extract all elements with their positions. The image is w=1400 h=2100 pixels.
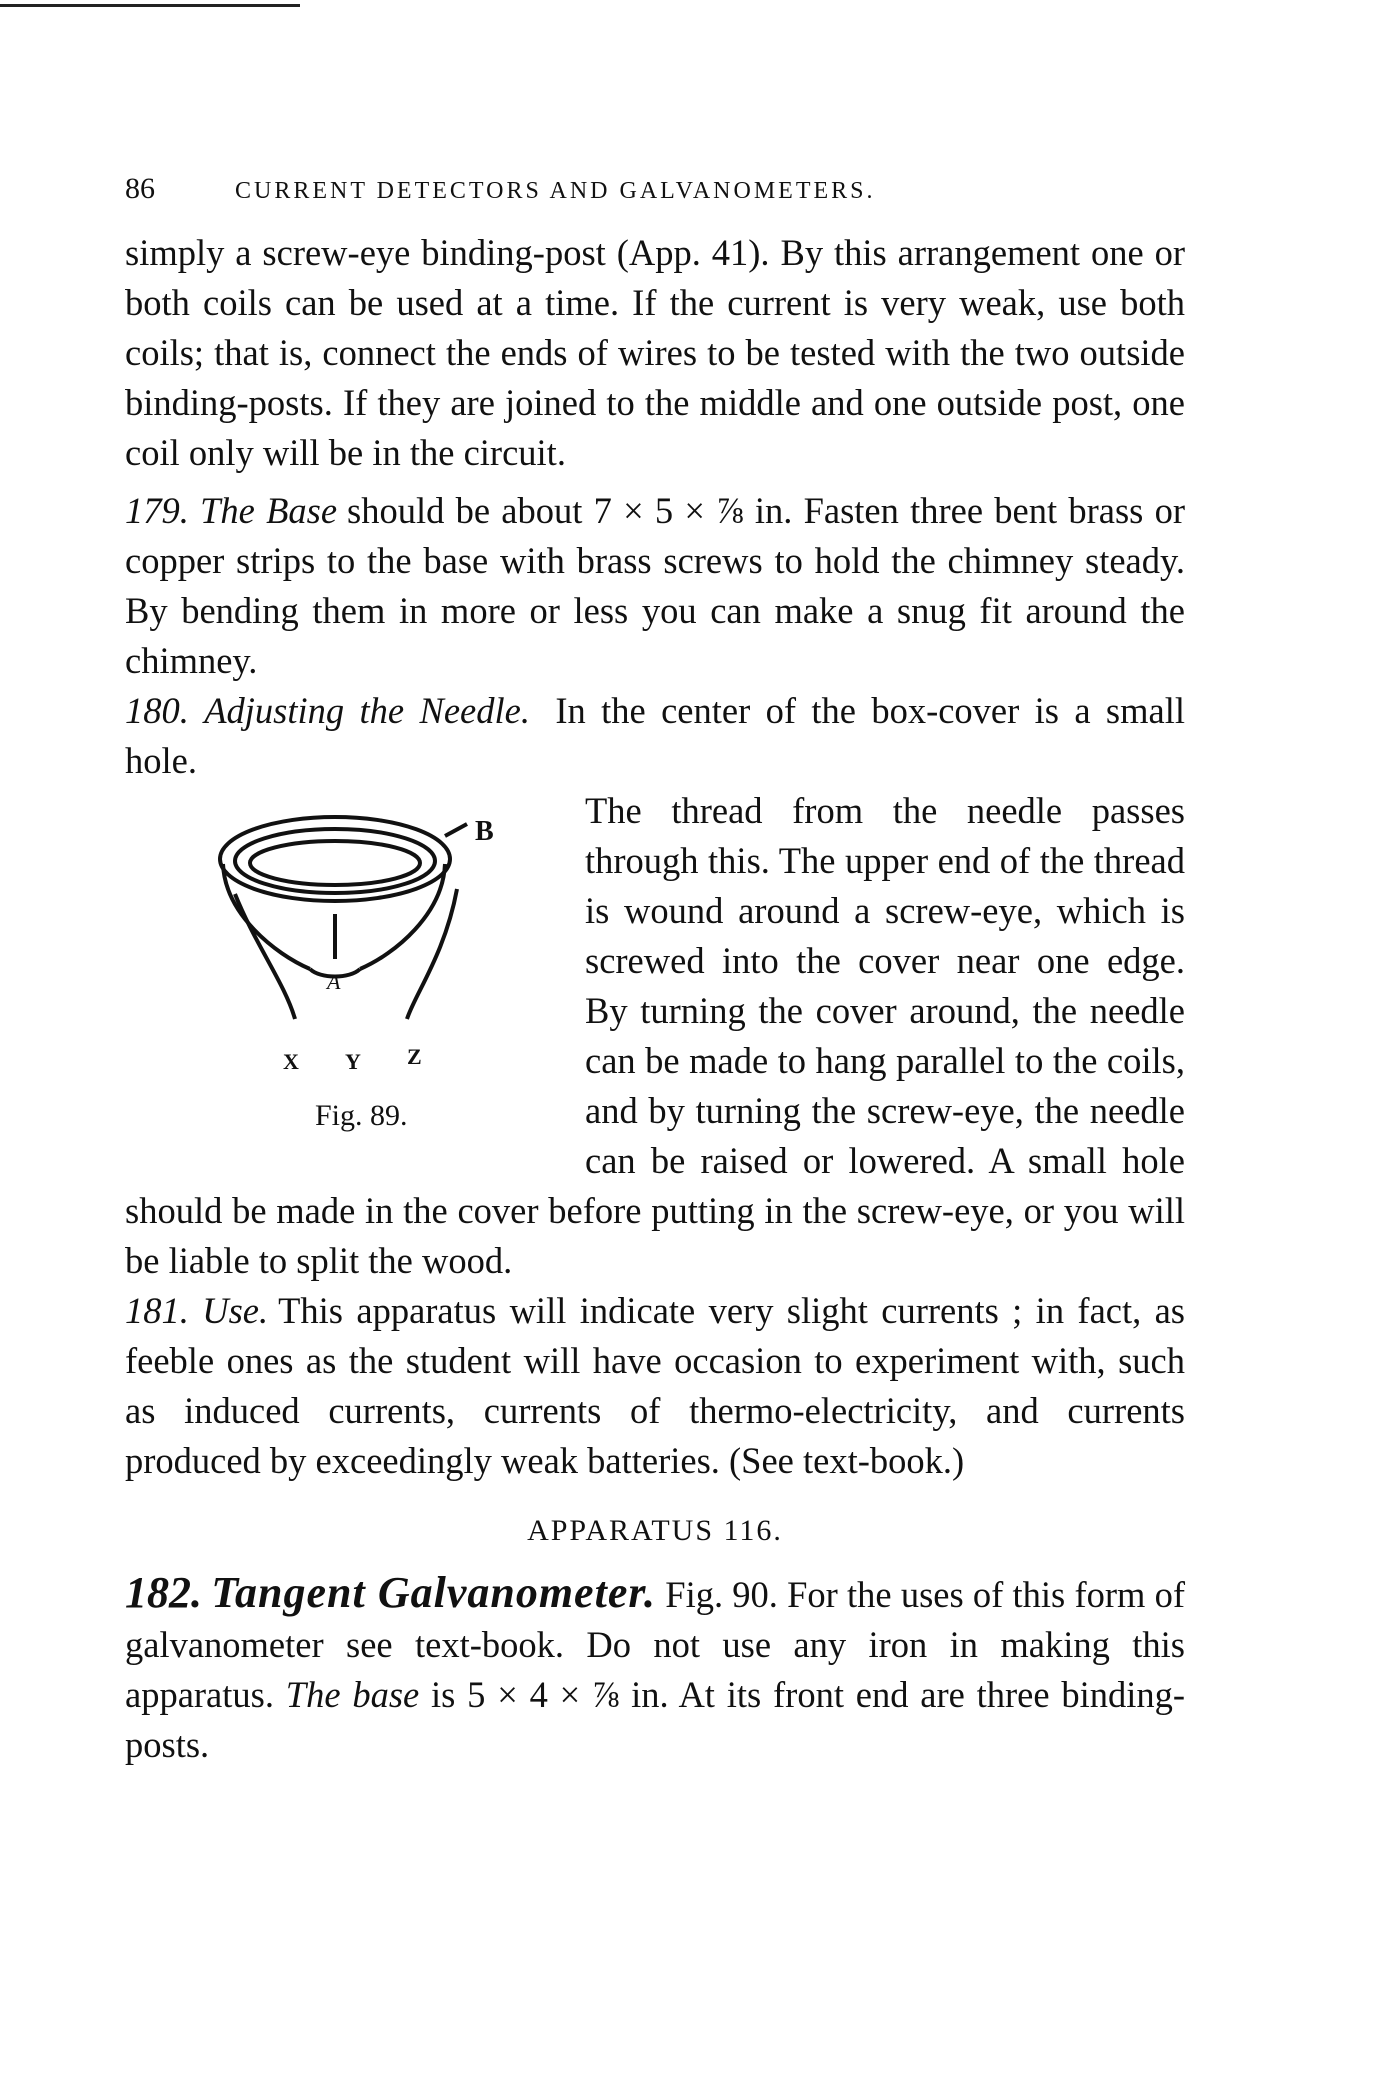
top-rule: [0, 4, 300, 7]
apparatus-heading: APPARATUS 116.: [527, 1514, 783, 1547]
section-179: [125, 486, 1185, 686]
figure-89: [125, 794, 565, 1159]
section-181: [125, 1286, 1185, 1486]
section-number: 179.: [125, 490, 189, 531]
label-y: Y: [345, 1049, 361, 1074]
section-title: The Base: [200, 490, 338, 531]
section-title: Tangent Galvanometer.: [211, 1568, 657, 1617]
section-number: 182.: [125, 1568, 202, 1617]
section-title: Adjusting the Needle.: [204, 690, 530, 731]
label-a: A: [327, 969, 341, 994]
section-text: In the center of the box-cover is a small hole.: [125, 690, 1186, 781]
label-b: B: [475, 816, 494, 847]
label-z: Z: [407, 1044, 422, 1069]
page-number: 86: [125, 172, 155, 205]
base-italic: The base: [285, 1674, 420, 1715]
page-content: [125, 172, 1185, 1770]
section-180-intro: [125, 686, 1185, 786]
section-180-body: The thread from the needle passes through this. The upper end of the thread is wound around a screw-eye, which is screwed into the cover near one edge. By turning the cover around, the needle can be made to hang parallel to the coils, and by turning the screw-eye, the needle can be raised or lowered. A small hole should be made in the cover before putting in the screw-eye, or you will be liable to split the wood.: [125, 790, 1185, 1281]
label-x: X: [283, 1049, 299, 1074]
paragraph-continued: simply a screw-eye binding-post (App. 41). By this arrangement one or both coils can be used at a time. If the current is very weak, use both coils; that is, connect the ends of wires to be tested with the two outside binding-posts. If they are joined to the middle and one outside post, one coil only will be in the circuit.: [125, 232, 1185, 473]
section-text: should be about 7 × 5 × ⅞ in. Fasten three bent brass or copper strips to the base with brass screws to hold the chimney steady. By bending them in more or less you can make a snug fit around the chimney.: [125, 490, 1186, 681]
section-180-wrap: [125, 686, 1185, 1286]
section-number: 180.: [125, 690, 189, 731]
page-header: [125, 172, 1185, 206]
section-text: This apparatus will indicate very slight currents ; in fact, as feeble ones as the student will have occasion to experiment with, such as induced currents, currents of thermo-electricity, and currents produced by exceedingly weak batteries. (See text-book.): [125, 1290, 1186, 1481]
section-182: [125, 1568, 1185, 1770]
running-title: CURRENT DETECTORS AND GALVANOMETERS.: [235, 178, 876, 204]
figure-caption: Fig. 89.: [315, 1099, 408, 1132]
section-text: Fig. 90. For the uses of this form of galvanometer see text-book. Do not use any iron in making this apparatus.: [125, 1574, 1186, 1715]
section-text-end: is 5 × 4 × ⅞ in. At its front end are three binding-posts.: [125, 1674, 1186, 1765]
section-title: Use.: [202, 1290, 269, 1331]
section-number: 181.: [125, 1290, 189, 1331]
coil-illustration: [195, 794, 495, 1074]
